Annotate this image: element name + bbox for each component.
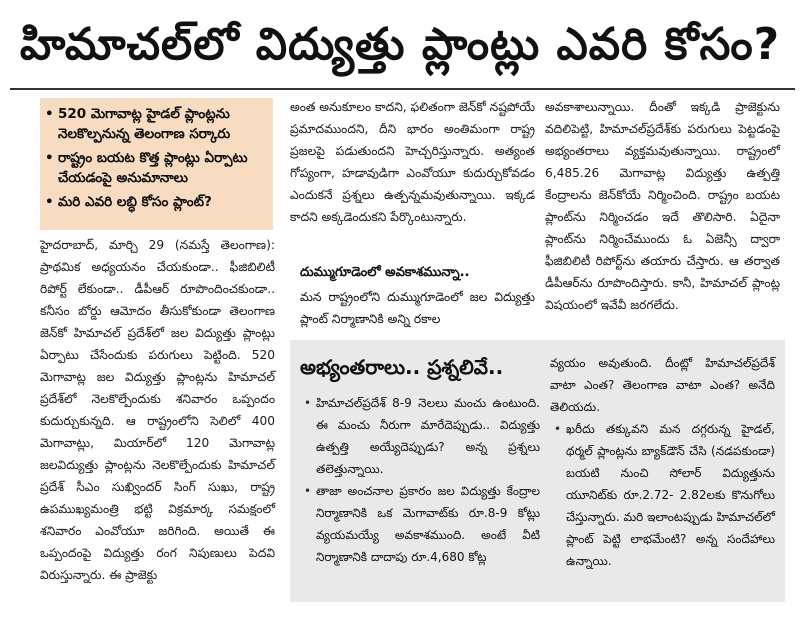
kicker-item: • రాష్ట్రం బయట కొత్త ప్లాంట్లు ఏర్పాటు చేయడంపై అనుమానాలు	[58, 148, 267, 188]
objections-left-column	[300, 392, 540, 568]
objection-item: • ఖరీదు తక్కువని మన దగ్గరున్న హైడల్, థర్మల్ ప్లాంట్లను బ్యాక్‌డౌన్ చేసి (నడపకుండా) బయటి నుంచి సోలార్ విద్యుత్తును యూనిట్‌కు రూ.2.72- 2.82లకు కొనుగోలు చేస్తున్నారు. మరి ఇలాంటప్పుడు హిమాచల్‌లో ప్లాంట్ పెట్టి లాభమేంటి? అన్న సందేహాలు ఉన్నాయి.	[566, 418, 775, 572]
objection-continued-text: వ్యయం అవుతుంది. దీంట్లో హిమాచల్‌ప్రదేశ్ వాటా ఎంత? తెలంగాణ వాటా ఎంత? అనేది తెలియదు.	[550, 356, 775, 414]
objections-right-column	[550, 352, 775, 572]
headline: హిమాచల్‌లో విద్యుత్తు ప్లాంట్లు ఎవరి కోసం?	[19, 19, 781, 70]
kicker-item: • మరి ఎవరి లబ్ధి కోసం ప్లాంట్?	[58, 192, 267, 212]
article-paragraph: మన రాష్ట్రంలోని దుమ్ముగూడెంలో జల విద్యుత్తు ప్లాంట్ నిర్మాణానికి అన్ని రకాల	[300, 290, 535, 326]
article-column-2-continued	[300, 286, 535, 330]
article-column-3	[545, 96, 780, 316]
subheading: దుమ్ముగూడెంలో అవకాశమున్నా..	[300, 265, 470, 280]
objections-title: అభ్యంతరాలు.. ప్రశ్నలివే..	[300, 355, 504, 379]
headline-rule	[10, 88, 795, 90]
objection-item: • తాజా అంచనాల ప్రకారం జల విద్యుత్తు కేంద్రాల నిర్మాణానికి ఒక మెగావాట్‌కు రూ.8-9 కోట్లు వ్యయమయ్యే అవకాశముంది. అంటే వీటి నిర్మాణానికి దాదాపు రూ.4,680 కోట్ల	[316, 480, 540, 568]
objection-item: • హిమాచల్‌ప్రదేశ్ 8-9 నెలలు మంచు ఉంటుంది. ఈ మంచు నీరుగా మారేదెప్పుడు.. విద్యుత్తు ఉత్పత్తి అయ్యేదెప్పుడు? అన్న ప్రశ్నలు తలెత్తున్నాయి.	[316, 392, 540, 480]
article-column-1	[40, 234, 275, 586]
article-column-2	[290, 96, 535, 228]
article-paragraph: అంత అనుకూలం కాదని, ఫలితంగా జెన్‌కో నష్టపోయే ప్రమాదముందని, దీని భారం అంతిమంగా రాష్ట్ర ప్రజలపై పడుతుందని హెచ్చరిస్తున్నారు. అత్యంత గోప్యంగా, హడావుడిగా ఎంవోయూ కుదుర్చుకోవడం ఎందుకనే ప్రశ్నలు ఉత్పన్నమవుతున్నాయి. ఇక్కడ కాదని అక్కడెందుకని పేర్కొంటున్నారు.	[290, 100, 535, 224]
article-paragraph: హైదరాబాద్, మార్చి 29 (నమస్తే తెలంగాణ): ప్రాథమిక అధ్యయనం చేయకుండా.. ఫీజిబిలిటీ రిపోర్ట్ లేకుండా.. డీపీఆర్ రూపొందించకుండా.. కనీసం బోర్డు ఆమోదం తీసుకోకుండా తెలంగాణ జెన్‌కో హిమాచల్ ప్రదేశ్‌లో జల విద్యుత్తు ప్లాంట్లు ఏర్పాటు చేసేందుకు పరుగులు పెట్టింది. 520 మెగావాట్ల జల విద్యుత్తు ప్లాంట్లను హిమాచల్ ప్రదేశ్‌లో నెలకొల్పేందుకు శనివారం ఒప్పందం కుదుర్చుకున్నది. ఆ రాష్ట్రంలోని సెలిలో 400 మెగావాట్లు, మియార్‌లో 120 మెగావాట్ల జలవిద్యుత్తు ప్లాంట్లను నెలకొల్పేందుకు హిమాచల్ ప్రదేశ్ సీఎం సుఖ్విందర్ సింగ్ సుఖు, రాష్ట్ర ఉపముఖ్యమంత్రి భట్టి విక్రమార్క సమక్షంలో శనివారం ఎంవోయూ జరిగింది. అయితే ఈ ఒప్పందంపై విద్యుత్తు రంగ నిపుణులు పెదవి విరుస్తున్నారు. ఈ ప్రాజెక్టు	[40, 238, 275, 582]
kicker-box	[40, 98, 273, 230]
kicker-item: • 520 మెగావాట్ల హైడల్ ప్లాంట్లను నెలకొల్పనున్న తెలంగాణ సర్కారు	[58, 104, 267, 144]
article-paragraph: అవకాశాలున్నాయి. దీంతో ఇక్కడి ప్రాజెక్టును వదిలిపెట్టి, హిమాచల్‌ప్రదేశ్‌కు పరుగులు పెట్టడంపై అభ్యంతరాలు వ్యక్తమవుతున్నాయి. రాష్ట్రంలో 6,485.26 మెగావాట్ల విద్యుత్తు ఉత్పత్తి కేంద్రాలను జెన్‌కోయే నిర్మించింది. రాష్ట్రం బయట ప్లాంట్‌ను నిర్మించడం ఇదే తొలిసారి. ఏదైనా ప్లాంట్‌ను నిర్మించేముందు ఓ ఏజెన్సీ ద్వారా ఫీజిబిలిటీ రిపోర్ట్‌ను తయారు చేస్తారు. ఆ తర్వాత డీపీఆర్‌ను రూపొందిస్తారు. కానీ, హిమాచల్ ప్లాంట్ల విషయంలో ఇవేవీ జరగలేదు.	[545, 100, 780, 312]
